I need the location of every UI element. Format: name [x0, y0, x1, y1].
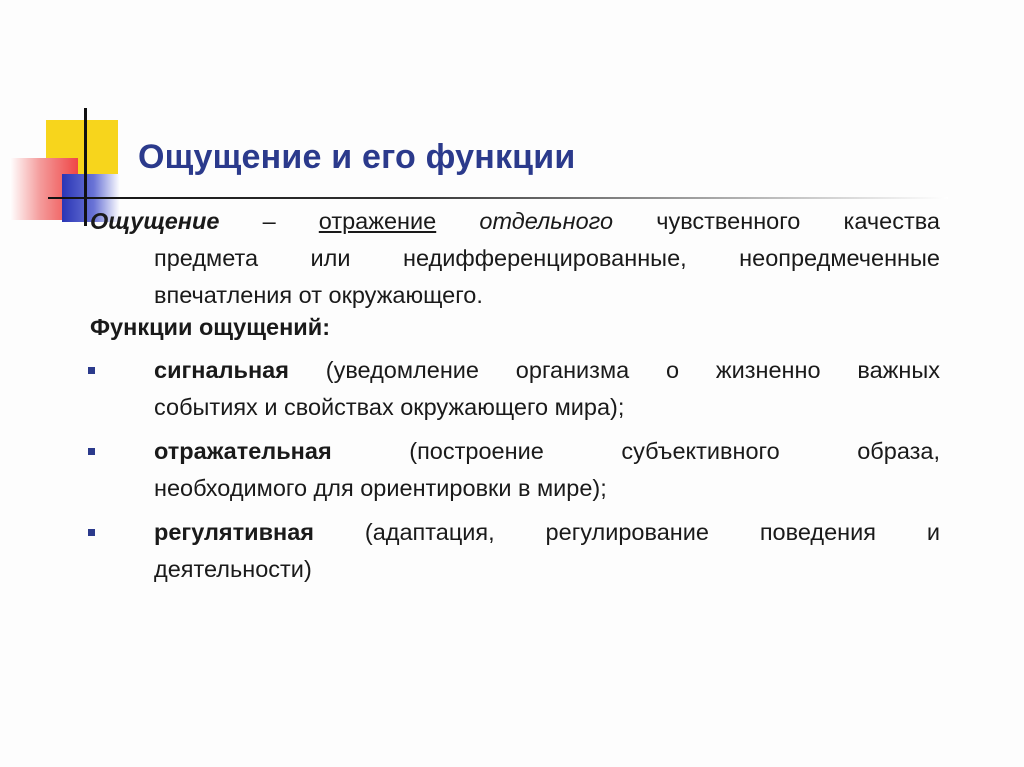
- function-line-2: деятельности): [154, 556, 312, 582]
- function-description-start: (уведомление организма о жизненно важных: [325, 357, 941, 383]
- functions-heading: Функции ощущений:: [90, 314, 331, 340]
- definition-paragraph: [90, 203, 940, 314]
- functions-list: [0, 352, 1024, 595]
- definition-line-1-rest: чувственного качества: [656, 208, 940, 234]
- definition-underlined-word: отражение: [318, 208, 437, 234]
- function-line-1: [154, 433, 940, 470]
- slide-title: Ощущение и его функции: [138, 138, 576, 176]
- decor-vertical-line: [84, 108, 87, 226]
- function-line-2: необходимого для ориентировки в мире);: [154, 475, 607, 501]
- definition-dash: –: [262, 208, 276, 234]
- bullet-square-icon: [88, 448, 95, 455]
- function-line-1: [154, 352, 940, 389]
- function-line-2: событиях и свойствах окружающего мира);: [154, 394, 625, 420]
- definition-line-1: [90, 203, 940, 240]
- function-description-start: (построение субъективного образа,: [409, 438, 940, 464]
- definition-line-2: предмета или недифференцированные, неопредмеченные: [154, 245, 940, 271]
- function-description-start: (адаптация, регулирование поведения и: [364, 519, 940, 545]
- list-item: [0, 433, 940, 507]
- function-name: регулятивная: [154, 519, 314, 545]
- definition-italic-word: отдельного: [479, 208, 614, 234]
- list-item: [0, 352, 940, 426]
- bullet-square-icon: [88, 367, 95, 374]
- function-name: отражательная: [154, 438, 332, 464]
- list-item: [0, 514, 940, 588]
- title-underline-rule: [48, 197, 948, 199]
- function-line-1: [154, 514, 940, 551]
- definition-line-3: впечатления от окружающего.: [154, 282, 483, 308]
- function-name: сигнальная: [154, 357, 289, 383]
- definition-term: Ощущение: [90, 208, 220, 234]
- bullet-square-icon: [88, 529, 95, 536]
